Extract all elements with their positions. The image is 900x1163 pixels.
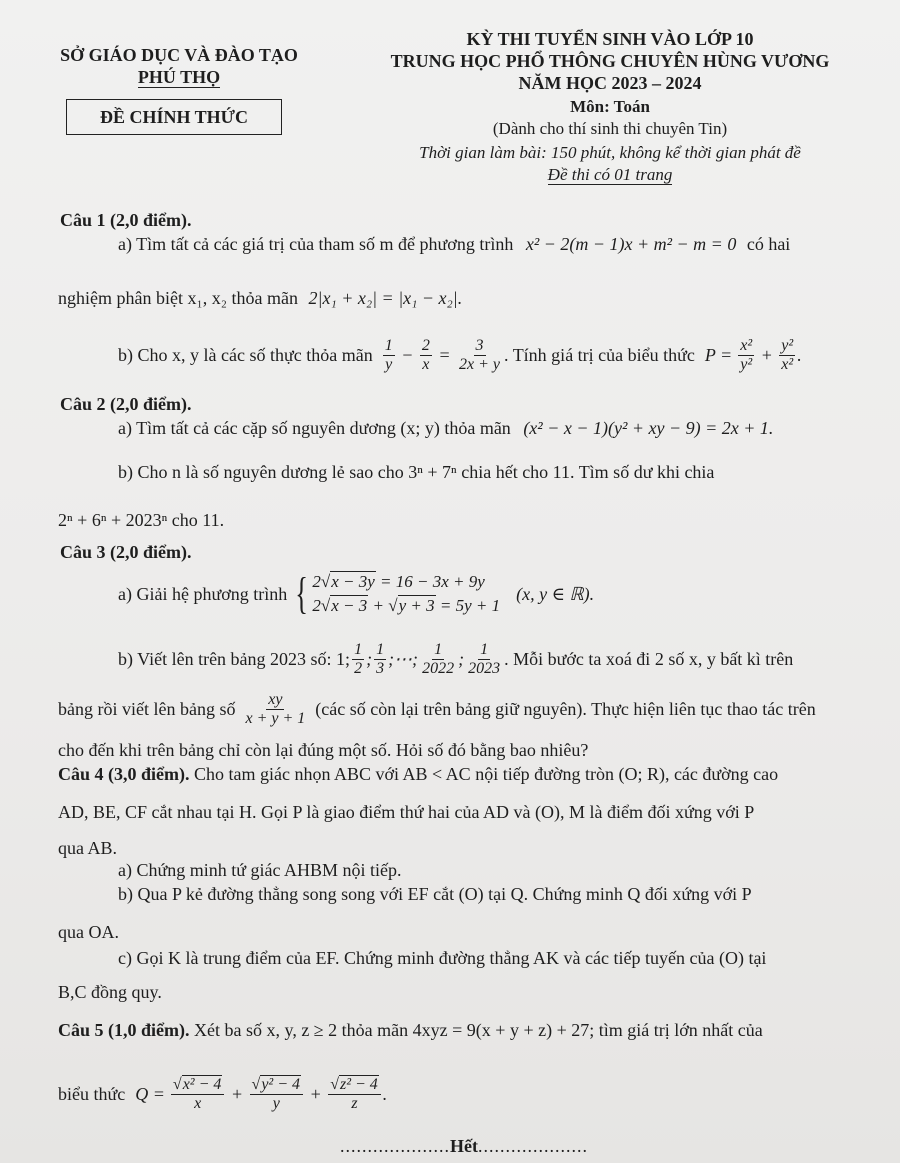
q4c-line2: B,C đồng quy. [58,982,162,1002]
q5-line2-text: biểu thức [58,1084,126,1104]
q4c-line1: c) Gọi K là trung điểm của EF. Chứng minh đường thẳng AK và các tiếp tuyến của (O) tại [118,948,767,968]
system-brace: { [295,569,309,618]
q1a-line2-text: nghiệm phân biệt x₁, x₂ thỏa mãn [58,288,299,308]
q1a-equation: x² − 2(m − 1)x + m² − m = 0 [525,234,737,254]
q2a-line [118,416,773,440]
q5-line2 [58,1066,387,1122]
q3b-line2-tail: (các số còn lại trên bảng giữ nguyên). Thực hiện liên tục thao tác trên [315,699,816,719]
q1a-text: a) Tìm tất cả các giá trị của tham số m để phương trình [118,234,514,254]
leader-dots-left: .................... [340,1136,450,1156]
q5-expression: $\frac{\text{√x² − 4}}{x}$ + $\frac{\text{√y² − 4}}{y}$ + $\frac{\text{√z² − 4}}{z}$ . [172,1075,388,1112]
audience: (Dành cho thí sinh thi chuyên Tin) [492,119,728,138]
q2-title: Câu 2 (2,0 điểm). [60,394,192,414]
q2a-equation: (x² − x − 1)(y² + xy − 9) = 2x + 1. [523,418,774,438]
province-name [44,66,314,88]
q1b-expression: $\frac{\text{x²}}{\text{y²}}$ + $\frac{\text{y²}}{\text{x²}}$ . [740,336,802,373]
end-marker [340,1134,588,1158]
q3b-fraction: $\frac{xy}{x + y + 1}$ [245,690,306,727]
end-label: Hết [450,1136,478,1156]
q1a-line2 [58,286,462,310]
q4-text1: Cho tam giác nhọn ABC với AB < AC nội tiếp đường tròn (O; R), các đường cao [194,764,779,784]
time-note: Thời gian làm bài: 150 phút, không kể thời gian phát đề [419,143,801,162]
official-label: ĐỀ CHÍNH THỨC [66,99,282,135]
q3b-line2 [58,684,816,734]
q3b-line2-text: bảng rồi viết lên bảng số [58,699,236,719]
q1a-tail: có hai [746,234,791,254]
q3b-sequence: $\frac{1}{2}$ ; $\frac{1}{3}$ ;⋯; $\frac{1}{2022}$ ; $\frac{1}{2023}$ [354,640,501,677]
subject: Môn: Toán [570,97,650,116]
equation-system [312,570,500,618]
exam-title: KỲ THI TUYỂN SINH VÀO LỚP 10 [466,29,754,49]
q1a-condition: 2|x₁ + x₂| = |x₁ − x₂|. [308,288,463,308]
system-eq2: 2√x − 3 + √y + 3 = 5y + 1 [312,596,501,615]
q3b-line1 [118,634,793,684]
q4-title: Câu 4 (3,0 điểm). [58,764,190,784]
q2b-line2: 2ⁿ + 6ⁿ + 2023ⁿ cho 11. [58,510,225,530]
q3a-text: a) Giải hệ phương trình [118,584,288,604]
q4a: a) Chứng minh tứ giác AHBM nội tiếp. [118,860,402,880]
q3b-line3: cho đến khi trên bảng chỉ còn lại đúng một số. Hỏi số đó bằng bao nhiêu? [58,740,589,760]
q5-Q: Q = [135,1084,165,1104]
q1b-mid: . Tính giá trị của biểu thức [504,345,695,365]
q1b-text: b) Cho x, y là các số thực thỏa mãn [118,345,373,365]
q2a-text: a) Tìm tất cả các cặp số nguyên dương (x; y) thỏa mãn [118,418,511,438]
q4b-line1: b) Qua P kẻ đường thẳng song song với EF cắt (O) tại Q. Chứng minh Q đối xứng với P [118,884,752,904]
q4-line3: qua AB. [58,838,118,858]
q3-title: Câu 3 (2,0 điểm). [60,542,192,562]
page-count-label: Đề thi có 01 trang [547,165,673,184]
exam-year: NĂM HỌC 2023 – 2024 [518,73,702,93]
q1-title: Câu 1 (2,0 điểm). [60,210,192,230]
q1b-equation: $\frac{1}{y}$ − $\frac{2}{x}$ = $\frac{3}{2x + y}$ [384,336,501,373]
q4-line2: AD, BE, CF cắt nhau tại H. Gọi P là giao điểm thứ hai của AD và (O), M là điểm đối xứng với P [58,802,755,822]
province-label: PHÚ THỌ [137,67,221,87]
q1a-line1 [118,232,790,256]
q4-line1 [58,762,778,786]
page-count [330,164,890,186]
q1b-line [118,330,802,380]
system-eq1: 2√x − 3y = 16 − 3x + 9y [312,572,485,591]
q5-line1 [58,1018,763,1042]
q4b-line2: qua OA. [58,922,119,942]
q3b-tail: . Mỗi bước ta xoá đi 2 số x, y bất kì trên [504,649,794,669]
leader-dots-right: .................... [477,1136,588,1156]
q3b-text: b) Viết lên trên bảng 2023 số: 1; [118,649,351,669]
school-name: TRUNG HỌC PHỔ THÔNG CHUYÊN HÙNG VƯƠNG [390,51,830,71]
q5-title: Câu 5 (1,0 điểm). [58,1020,190,1040]
department-name: SỞ GIÁO DỤC VÀ ĐÀO TẠO [60,45,298,65]
q1b-P: P = [704,345,733,365]
q2b-line1: b) Cho n là số nguyên dương lẻ sao cho 3ⁿ + 7ⁿ chia hết cho 11. Tìm số dư khi chia [118,462,715,482]
q3a-line [118,562,594,626]
system-domain: (x, y ∈ ℝ). [516,584,595,604]
q5-text1: Xét ba số x, y, z ≥ 2 thỏa mãn 4xyz = 9(x + y + z) + 27; tìm giá trị lớn nhất của [194,1020,763,1040]
